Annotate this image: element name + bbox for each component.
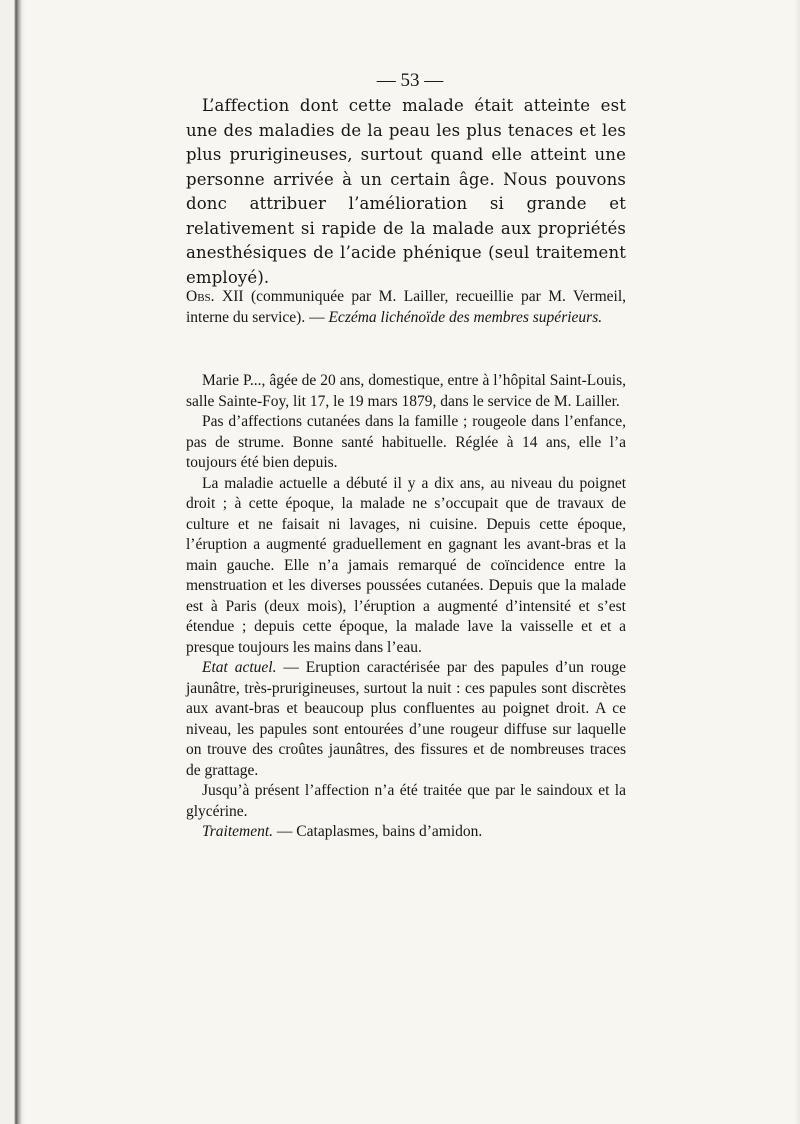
case-paragraph-disease: La maladie actuelle a débuté il y a dix ans, au niveau du poignet droit ; à cette époque, la malade ne s’occupait que de travaux de culture et ne faisait ni lavages, ni cuisine. Depuis cette époque, l’éruption a augmenté graduellement en gagnant les avant-bras et la main gauche. Elle n’a jamais remarqué de coïncidence entre la menstruation et les diverses poussées cutanées. Depuis que la malade est à Paris (deux mois), l’éruption a augmenté d’intensité et s’est étendue ; depuis cette époque, la malade lave la vaisselle et et a presque toujours les mains dans l’eau. [186, 474, 626, 656]
page-number: — 53 — [376, 70, 444, 91]
intro-section [186, 94, 626, 290]
case-paragraph-etat [186, 658, 626, 781]
intro-paragraph: L’affection dont cette malade était atteinte est une des maladies de la peau les plus tenaces et les plus prurigineuses, surtout quand elle atteint une personne arrivée à un certain âge. Nous pouvons donc attribuer l’amélioration si grande et relativement si rapide de la malade aux propriétés anesthésiques de l’acide phénique (seul traitement employé). [186, 96, 626, 287]
etat-text: — Eruption caractérisée par des papules d’un rouge jaunâtre, très-prurigineuses, surtout la nuit : ces papules sont discrètes aux avant-bras et beaucoup plus confluentes au poignet droit. A ce niveau, les papules sont entourées d’une rougeur diffuse sur laquelle on trouve des croûtes jaunâtres, des fissures et de nombreuses traces de grattage. [186, 659, 627, 779]
case-paragraph-admission: Marie P..., âgée de 20 ans, domestique, entre à l’hôpital Saint-Louis, salle Sainte-Foy, lit 17, le 19 mars 1879, dans le service de M. Lailler. [186, 372, 626, 410]
observation-title: Eczéma lichénoïde des membres supérieurs. [328, 308, 603, 326]
page-gutter [0, 0, 26, 1124]
observation-label: Obs. [186, 288, 215, 305]
case-paragraph-treatment-history: Jusqu’à présent l’affection n’a été traitée que par le saindoux et la glycérine. [186, 782, 626, 820]
observation-source: XII (communiquée par M. Lailler, recueillie par M. Vermeil, interne du service). — [186, 288, 626, 326]
observation-line [186, 287, 626, 328]
etat-label: Etat actuel. [202, 659, 277, 676]
case-paragraph-history: Pas d’affections cutanées dans la famille ; rougeole dans l’enfance, pas de strume. Bonne santé habituelle. Réglée à 14 ans, elle l’a toujours été bien depuis. [186, 413, 626, 471]
traitement-text: — Cataplasmes, bains d’amidon. [273, 823, 483, 840]
case-paragraph-traitement [186, 822, 626, 843]
traitement-label: Traitement. [202, 823, 274, 840]
case-body [186, 371, 626, 843]
observation-heading [186, 287, 626, 328]
page-edge [794, 0, 800, 1124]
